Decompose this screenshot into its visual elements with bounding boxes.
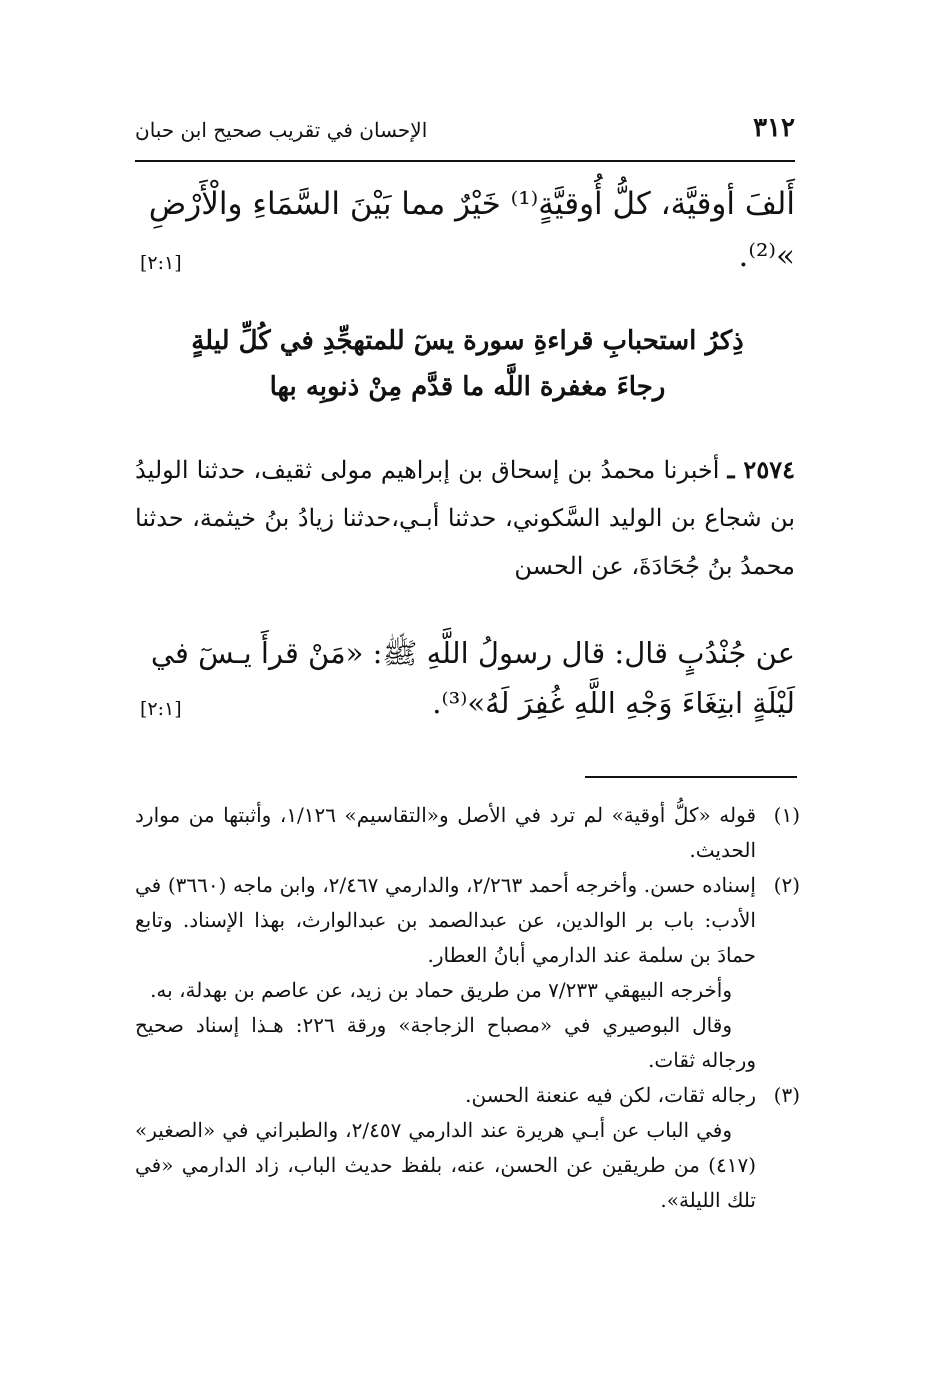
reference-marker: [٢:١] [140, 698, 182, 720]
hadith-isnad [135, 446, 795, 590]
page-number: ٣١٢ [753, 113, 795, 143]
footnote-number: (٣) [773, 1083, 800, 1107]
running-header-title: الإحسان في تقريب صحيح ابن حبان [135, 118, 428, 142]
footnotes [135, 798, 800, 1218]
section-heading-line2: رجاءَ مغفرة اللَّه ما قدَّم مِنْ ذنوبِه بها [269, 372, 666, 402]
footnote-divider [585, 776, 797, 778]
footnote-number: (١) [773, 803, 800, 827]
hadith-number: ٢٥٧٤ ـ [727, 455, 795, 484]
footnote [135, 798, 800, 868]
footnote-text: وأخرجه البيهقي ٧/٢٣٣ من طريق حماد بن زيد، عن عاصم بن بهدلة، به. [150, 978, 732, 1002]
footnote-text: إسناده حسن. وأخرجه أحمد ٢/٢٦٣، والدارمي ٢/٤٦٧، وابن ماجه (٣٦٦٠) في الأدب: باب بر الوالدين، عن عبدالصمد بن عبدالوارث، بهذا الإسناد. وتابع حمادَ بن سلمة عند الدارمي أبانُ العطار. [135, 873, 756, 967]
header-divider [135, 160, 795, 162]
footnote-text: وقال البوصيري في «مصباح الزجاجة» ورقة ٢٢٦: هـذا إسناد صحيح ورجاله ثقات. [135, 1013, 756, 1072]
footnote-text: وفي الباب عن أبـي هريرة عند الدارمي ٢/٤٥٧، والطبراني في «الصغير» (٤١٧) من طريقين عن الحسن، عنه، بلفظ حديث الباب، زاد الدارمي «في تلك الليلة». [135, 1118, 756, 1212]
footnote [135, 868, 800, 973]
reference-marker: [٢:١] [140, 252, 182, 274]
footnote-text: رجاله ثقات، لكن فيه عنعنة الحسن. [465, 1083, 756, 1107]
section-heading [140, 318, 795, 410]
continuation-paragraph: أَلفَ أوقيَّة، كلُّ أُوقيَّةٍ⁽¹⁾ خَيْرٌ مما بَيْنَ السَّمَاءِ والْأَرْضِ »⁽²⁾. [148, 186, 795, 274]
footnote-text: قوله «كلُّ أوقية» لم ترد في الأصل و«التقاسيم» ١/١٢٦، وأثبتها من موارد الحديث. [135, 803, 757, 862]
footnote-number: (٢) [773, 873, 800, 897]
hadith-matn: عن جُنْدُبٍ قال: قال رسولُ اللَّهِ ﷺ: «مَنْ قرأَ يـسٓ في لَيْلَةٍ ابتِغَاءَ وَجْهِ اللَّهِ غُفِرَ لَهُ»⁽³⁾. [150, 636, 795, 720]
section-heading-line1: ذِكرُ استحبابِ قراءةِ سورة يسٓ للمتهجِّدِ في كُلِّ ليلةٍ [191, 326, 744, 356]
hadith-isnad-text: أخبرنا محمدُ بن إسحاق بن إبراهيم مولى ثقيف، حدثنا الوليدُ بن شجاع بن الوليد السَّكوني، حدثنا أبـي،حدثنا زيادُ بنُ خيثمة، حدثنا محمدُ بنُ جُحَادَةَ، عن الحسن [135, 456, 795, 580]
footnote [135, 1078, 800, 1113]
footnote-continuation [135, 1008, 800, 1078]
footnote-continuation [135, 1113, 800, 1218]
footnote-continuation [135, 973, 800, 1008]
